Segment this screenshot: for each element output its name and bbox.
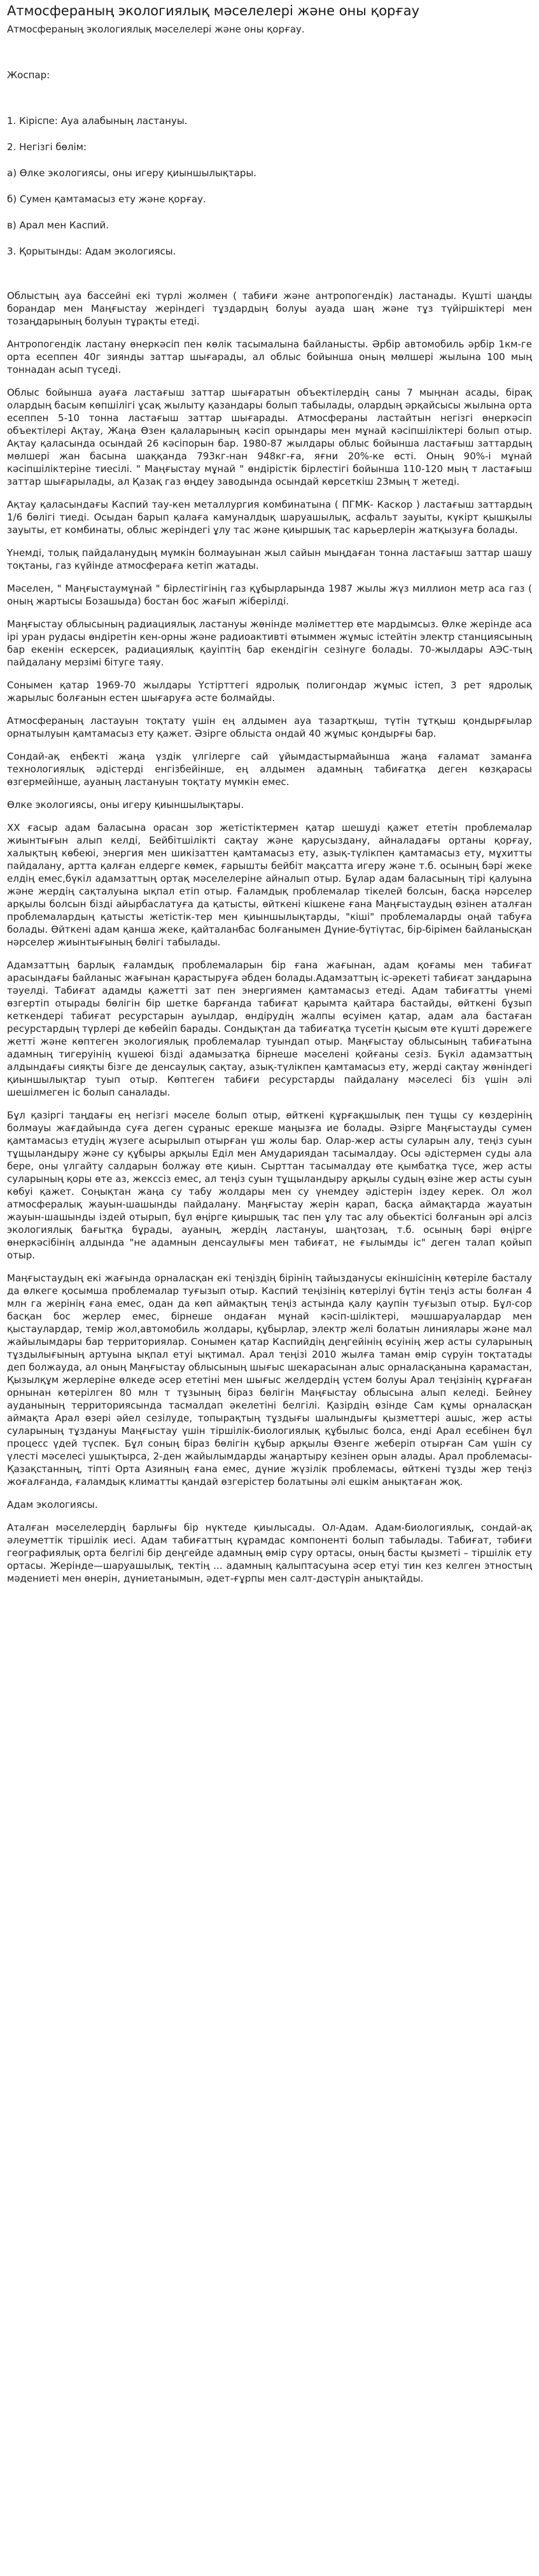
paragraph-global-problems: ХХ ғасыр адам баласына орасан зор жетістіктермен қатар шешуді қажет ететін проблемалар жиынтығын алып келді, Бейбітшілікті сақтау және қарусыздану, айналадағы ортаны қорғау, халықтың көбеюі, энергия мен шикізаттен қамтамасыз ету, азық-түлікпен қамтамасыз ету, мұхитты пайдалану, артта қалған елдерге көмек, ғарышты бейбіт мақсатта игеру және т.б. осының бәрі жеке елдің емес,бүкіл адамзаттың ортақ мәселелеріне айналып отыр. Бұлар адам баласының тірі қалуына және жердің сақталуына ықпал етіп отыр. Ғаламдық проблемалар тікелей болсын, басқа нәрселер арқылы болсын бізді айырбаслатуға да қатысты, өйткені кішкене ғана Маңғыстаудың өзінен аталған проблемалардың қатысты жетістік-тер мен қиыншылықтарды, "кіші" проблемаларды оңай табуға болады. Өйткені адам қанша жеке, қайталанбас болғанымен Дүние-бүтіүтас, бір-бірімен байланысқан нәрселер жиынтығының бөлігі табылады. <box>7 822 532 948</box>
plan-list <box>7 115 532 258</box>
paragraph-air-basin: Облыстың ауа бассейні екі түрлі жолмен ( табиғи және антропогендік) ластанады. Күшті шаңды борандар мен Маңғыстау жеріндегі тұздардың болуы ауада шаң және тұз түйіршіктері мен тозаңдарының болуын тұрақты етеді. <box>7 290 532 327</box>
plan-heading: Жоспар: <box>7 69 50 81</box>
section-heading-human-ecology: Адам экологиясы. <box>7 1499 98 1510</box>
paragraph-gas-waste: Үнемді, толық пайдаланудың мүмкін болмауынан жыл сайын мыңдаған тонна ластағыш заттар шашу тоқтаны, газ күйінде атмосфераға кетіп жатады. <box>7 547 532 571</box>
paragraph-technology: Сондай-ақ еңбекті жаңа үздік үлгілерге сай ұйымдастырмайынша жаңа ғаламат заманға технологиялық әдістерді енгізбейінше, ең алдымен адамның табиғатқа деген көзқарасы өзгермейінше, ауаның ластануын тоқтату мүмкін емес. <box>7 751 532 788</box>
plan-item: в) Арал мен Каспий. <box>7 219 109 231</box>
paragraph-aral-caspian: Маңғыстаудың екі жағында орналасқан екі теңіздің бірінің тайызданусы екіншісінің көтеріле басталу да өлкеге қосымша проблемалар туғызып отыр. Каспий теңізінің көтерілуі бүтін теңіз асты болған 4 млн га жерінің ғана емес, одан да көп аймақтың теңіз астында қалу қаупін туғызып отыр. Бұл-сор басқан бос жерлер емес, бірнеше ондаған мұнай кәсіп-шіліктері, мәшшаруалардар мен қыстаулардар, темір жол,автомобиль жолдары, құбырлар, электр желі болатын линиялары және мал жайылымдары бар территориялар. Сонымен қатар Каспийдің деңгейінің өсуінің жер асты суларының тұздылығының артуына ықпал етуі ықтимал. Арал теңізі 2010 жылға таман өмір сүруін тоқтатады деп болжауда, ал оның Маңғыстау облысының шығыс шекарасынан алыс орналасқанына қарамастан, Қызылқұм жерлеріне өлкеде әсер ететіні мен шығыс желдердің үстем болуы Арал теңізінің құрғаған орнынан көтерілген 80 млн т тұзының біраз бөлігін Маңғыстау облысына алып келеді. Бейнеу ауданының территориясында тасмалдап әкелетіні белгілі. Қазірдің өзінде Сам құмы орналасқан аймақта Арал өзері әйел сезілуде, топырақтың тұздығы шалындығы қызметтері ашыс, жер асты суларының тұздануы Маңғыстау үшін тіршілік-биологиялық құбылыс болса, енді Арал есебінен бұл процесс үдей түспек. Бұл соның біраз бөлігін құбыр арқылы Өзенге жеберіп отырған Сам үшін су үлесті мәселесі ушықтырса, 2-ден жайылымдарды жаңартыру кезінен орын алады. Арал проблемасы- Қазақстанның, тіпті Орта Азияның ғана емес, дүние жүзілік проблемасы, өйткені тұзды жер теңіз жоғалғанда, ғаламдық климатты қандай өзгерістер болатыны әлі ешкім анықтаған жоқ. <box>7 1272 532 1487</box>
plan-item: б) Сумен қамтамасыз ету және қорғау. <box>7 193 206 205</box>
paragraph-emission-sources: Облыс бойынша ауаға ластағыш заттар шығаратын объектілердің саны 7 мыңнан асады, бірақ олардың басым көпшілігі ұсақ жылыту қазандары болып табылады, олардың әрқайсысы жылына орта есеппен 5-10 тонна ластағыш заттар шығарады. Атмосфераны ластайтын негізгі өнеркәсіп объектілері Ақтау, Жаңа Өзен қалаларының кәсіп орындары мен мұнай кәсіпшіліктері болып отыр. Ақтау қаласында осындай 26 кәсіпорын бар. 1980-87 жылдары облыс бойынша ластағыш заттардың мөлшері жан басына шаққанда 793кг-нан 948кг-ға, яғни 20%-ке өсті. Оның 90%-і мұнай кәсіпшіліктеріне тиесілі. " Маңғыстау мұнай " өндірістік бірлестігі бойынша 110-120 мың т ластағыш заттар шығарылады, ал Қазақ газ өңдеу заводында осындай көрсеткіш 23мың т жетеді. <box>7 387 532 487</box>
paragraph-aktau-combine: Ақтау қаласындағы Каспий тау-кен металлургия комбинатына ( ПГМК- Каскор ) ластағыш заттардың 1/6 бөлігі тиеді. Осыдан барып қалаға камуналдық шаруашылық, асфальт зауыты, күкірт қышқылы зауыты, ет комбинаты, облыс жеріндегі ұлу тас және қиыршық тас карьерлерін жатқызуға болады. <box>7 499 532 536</box>
plan-item: 3. Қорытынды: Адам экологиясы. <box>7 246 176 257</box>
plan-item: а) Өлке экологиясы, оны игеру қиыншылықтары. <box>7 167 256 179</box>
paragraph-gas-flaring: Мәселен, " Маңғыстаумұнай " бірлестігінің газ құбырларында 1987 жылы жүз миллион метр аса газ ( оның жартысы Бозашыда) бостан бос жағып жіберілді. <box>7 583 532 607</box>
paragraph-nuclear-tests: Сонымен қатар 1969-70 жылдары Үстірттегі ядролық полигондар жұмыс істеп, 3 рет ядролық жарылыс болғанын естен шығаруға әсте болмайды. <box>7 679 532 704</box>
paragraph-anthropogenic: Антропогендік ластану өнеркәсіп пен көлік тасымалына байланысты. Әрбір автомобиль әрбір 1км-ге орта есеппен 40г зиянды заттар шығарады, ал облыс бойынша оның мөлшері жылына 100 мың тоннадан асып түседі. <box>7 338 532 375</box>
section-heading-ecology: Өлке экологиясы, оны игеру қиыншылықтары. <box>7 799 244 811</box>
paragraph-society-nature: Адамзаттың барлық ғаламдық проблемаларын бір ғана жағынан, адам қоғамы мен табиғат арасындағы байланыс жағынан қарастыруға әбден болады.Адамзаттың іс-әрекеті табиғат заңдарына тәуелді. Табиғат адамды қажетті зат пен энергиямен қамтамасыз етеді. Адам табиғатты үнемі өзгертіп отырады бөлігін бір шетке барғанда табиғат қарымта қайтара бастайды, өйткені бұзып кеткендері табиғат ресурстарын ауылдар, өндірудің жалпы өсуімен қатар, адам ала бастаған ресурстардың түрлері де көбейіп барады. Сондықтан да табиғатқа түсетін қысым өте күшті дәрежеге жетті және көптеген экологиялық проблемалар туындап отыр. Маңғыстау облысының табиғатына адамның тигеруінің күшеюі бізді адамызатқа бірнеше мәселені қойғаны сезіз. Бүкіл адамзаттың алдындағы сияқты бізге де денсаулық сақтау, азық-түлікпен қамтамасыз ету, жерді сақтау жөніндегі қиыншылықтар туып отыр. Көптеген табиғи ресурстарды пайдалану мәселесі біз үшін әлі шешілмеген іс болып саналады. <box>7 959 532 1098</box>
paragraph-air-filters: Атмосфераның ластауын тоқтату үшін ең алдымен ауа тазартқыш, түтін тұтқыш қондырғылар орнатылуын қамтамасыз ету қажет. Әзірге облыста ондай 40 жұмыс қондырғы бар. <box>7 715 532 739</box>
paragraph-human-ecology: Аталған мәселелердің барлығы бір нүктеде қиылысады. Ол-Адам. Адам-биологиялық, сондай-ақ әлеуметтік тіршілік иесі. Адам табиғаттың құрамдас компоненті болып табылады. Табиғат, тәбиғи географиялық орта белгілі бір деңгейде адамның өмір сүру ортасы, оның басты қызметі – тіршілік ету ортасы. Жерінде—шаруашылық, тектің ... адамның қалыптасуына әсер етуі тин кез келген этностың мәдениеті мен өнерін, дүниетанымын, әдет-ғұрпы мен салт-дәстүрін анықтайды. <box>7 1522 532 1584</box>
page-title: Атмосфераның экологиялық мәселелері және оны қорғау <box>7 3 420 18</box>
paragraph-water-supply: Бұл қазіргі таңдағы ең негізгі мәселе болып отыр, өйткені құрғақшылық пен тұщы су көздерінің болмауы жағдайында суға деген сұраныс ерекше маңызға ие болады. Әзірге Маңғыстауды сумен қамтамасыз етудің жүзеге асырылып отырған үш жолы бар. Олар-жер асты суларын алу, теңіз суын тұщыландыру және су құбыры арқылы Еділ мен Амудариядан тасымалдау. Осы әдістермен суды ала бере, оны үлгайту салдарын болжау өте қиын. Сырттан тасымалдау өте қымбатқа түсе, жер асты суларының қоры өте аз, жекссіз емес, ал теңіз суын тұщыландыру арқылы судың өзіне жер асты суын көбуі қажет. Соңықтан жаңа су табу жолдары мен су үнемдеу әдістерін іздеу керек. Ол жол атмосфералық жауын-шашынды пайдалану. Маңғыстау жерін қарап, басқа аймақтарда жауатын жауын-шашынды іздей отырып, бұл өңірге қиыршық тас пен ұлу тас алу обьектісі болғанын әрі алсіз экологиялық бағытқа бұрады, ауаның, жердің ластануы, шаңтозаң, т.б. осының бәрі өңірге өнеркәсібінің алдында "не адамнын денсаулығы мен табиғат, не ғылымды іс" деген талап қойып отыр. <box>7 1110 532 1261</box>
paragraph-radiation: Маңғыстау облысының радиациялық ластануы жөнінде мәліметтер өте мардымсыз. Өлке жерінде аса ірі уран рудасы өндіретін кен-орны және радиоактивті өтыммен жұмыс істейтін электр станциясының бар екенін ескерсек, радиациялық қауіптің бар екендігін сезінуге болады. 70-жылдары АЭС-тың пайдалану мерзімі бітуге таяу. <box>7 618 532 668</box>
document-subtitle: Атмосфераның экологиялық мәселелері және оны қорғау. <box>7 24 305 35</box>
plan-item: 2. Негізгі бөлім: <box>7 141 87 153</box>
plan-item: 1. Кіріспе: Ауа алабының ластануы. <box>7 115 188 127</box>
